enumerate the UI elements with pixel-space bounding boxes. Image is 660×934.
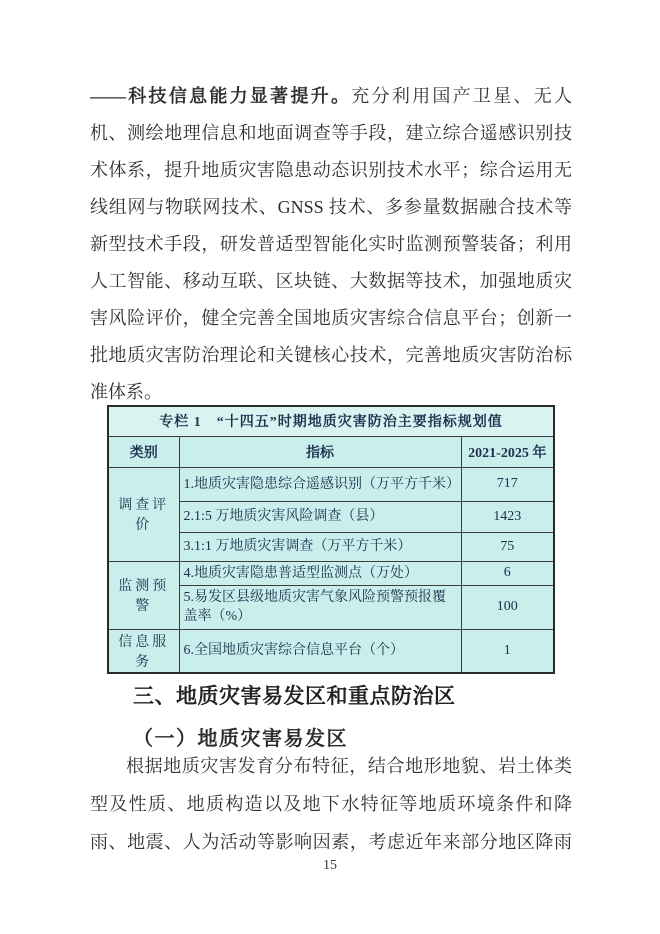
paragraph-line: 准体系。 [90,382,162,402]
paragraph-line: 新型技术手段，研发普适型智能化实时监测预警装备；利用 [90,234,572,254]
paragraph-line: 术体系，提升地质灾害隐患动态识别技术水平；综合运用无 [90,160,572,180]
table-row [108,561,554,585]
value-cell: 1 [461,629,554,673]
column-header-category: 类别 [108,436,179,467]
run-in-heading: ——科技信息能力显著提升。 [90,86,352,106]
body-paragraph [90,747,572,861]
intro-paragraph [90,78,572,411]
paragraph-line: 雨、地震、人为活动等影响因素，考虑近年来部分地区降雨 [90,832,572,852]
subsection-heading: （一）地质灾害易发区 [133,728,348,750]
paragraph-line: 根据地质灾害发育分布特征，结合地形地貌、岩土体类 [126,756,572,776]
paragraph-line [90,78,572,115]
column-header-indicator: 指标 [179,436,461,467]
column-header-period: 2021-2025 年 [461,436,554,467]
page-number: 15 [323,858,337,873]
paragraph-text: 充分利用国产卫星、无人 [351,86,572,106]
paragraph-line: 害风险评价，健全完善全国地质灾害综合信息平台；创新一 [90,308,572,328]
indicator-cell: 5.易发区县级地质灾害气象风险预警预报覆盖率（%） [179,585,461,629]
category-cell: 信息服务 [108,629,179,673]
value-cell: 6 [461,561,554,585]
category-cell: 调查评价 [108,467,179,561]
section-heading: 三、地质灾害易发区和重点防治区 [133,685,456,708]
table-title: 专栏 1 “十四五”时期地质灾害防治主要指标规划值 [108,406,554,436]
paragraph-line: 批地质灾害防治理论和关键核心技术，完善地质灾害防治标 [90,345,572,365]
table-row [108,467,554,501]
indicator-cell: 3.1:1 万地质灾害调查（万平方千米） [179,532,461,561]
value-cell: 1423 [461,501,554,532]
paragraph-line: 人工智能、移动互联、区块链、大数据等技术，加强地质灾 [90,271,572,291]
table-row [108,629,554,673]
indicator-cell: 6.全国地质灾害综合信息平台（个） [179,629,461,673]
value-cell: 100 [461,585,554,629]
plan-indicators-table [107,405,555,674]
indicator-cell: 2.1:5 万地质灾害风险调查（县） [179,501,461,532]
paragraph-line: 机、测绘地理信息和地面调查等手段，建立综合遥感识别技 [90,123,572,143]
indicator-cell: 4.地质灾害隐患普适型监测点（万处） [179,561,461,585]
paragraph-line: 线组网与物联网技术、GNSS 技术、多参量数据融合技术等 [90,197,572,217]
value-cell: 717 [461,467,554,501]
indicator-cell: 1.地质灾害隐患综合遥感识别（万平方千米） [179,467,461,501]
value-cell: 75 [461,532,554,561]
paragraph-line: 型及性质、地质构造以及地下水特征等地质环境条件和降 [90,794,572,814]
category-cell: 监测预警 [108,561,179,629]
